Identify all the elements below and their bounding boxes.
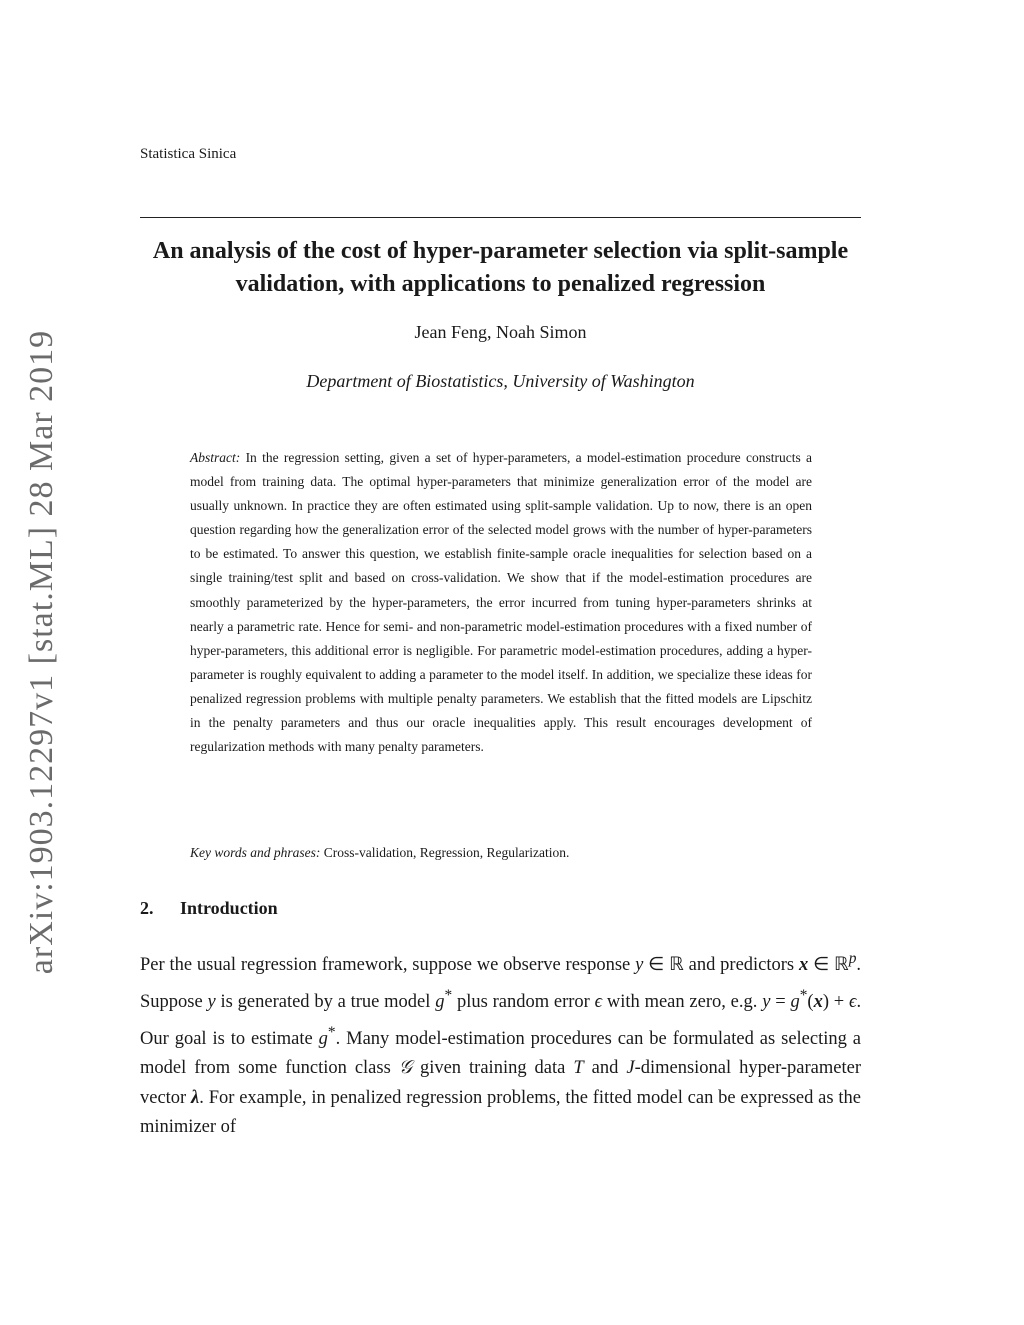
math-epsilon: ϵ <box>594 991 603 1012</box>
math-x-vector: x <box>798 955 809 976</box>
intro-text: is generated by a true model <box>220 991 431 1012</box>
intro-text: . Our goal is to estimate <box>140 991 862 1049</box>
intro-paragraph <box>140 944 861 1143</box>
math-g: g <box>790 991 800 1012</box>
intro-text: with mean zero, e.g. <box>606 991 758 1012</box>
math-t: T <box>573 1058 584 1079</box>
intro-text: . Many model-estimation procedures can be formulated as selecting a model from some function class <box>140 1028 862 1079</box>
math-paren-open: ( <box>807 991 814 1012</box>
math-lambda: λ <box>191 1087 200 1108</box>
math-x-vector: x <box>813 991 823 1012</box>
math-g: g <box>435 991 445 1012</box>
abstract <box>190 446 812 759</box>
section-title: Introduction <box>180 898 278 918</box>
math-function-class: 𝒢 <box>398 1058 412 1079</box>
math-equals: = <box>775 991 786 1012</box>
keywords-label: Key words and phrases: <box>190 845 321 860</box>
math-star: * <box>444 986 453 1004</box>
section-heading <box>140 898 278 919</box>
journal-name: Statistica Sinica <box>140 146 237 162</box>
math-p: p <box>848 950 857 967</box>
paper-authors: Jean Feng, Noah Simon <box>414 322 587 342</box>
arxiv-identifier: arXiv:1903.12297v1 [stat.ML] 28 Mar 2019 <box>23 329 60 975</box>
math-star: * <box>799 986 808 1004</box>
paper-affiliation: Department of Biostatistics, University of Washington <box>306 371 695 391</box>
paper-title: An analysis of the cost of hyper-parameter selection via split-sample validation, with applications to penalized regression <box>152 238 849 297</box>
intro-text: plus random error <box>456 991 590 1012</box>
intro-text: -dimensional hyper-parameter vector <box>140 1058 861 1108</box>
section-number: 2. <box>140 898 154 918</box>
intro-text: given training data <box>419 1058 566 1079</box>
header-rule <box>140 217 861 218</box>
math-paren-close: ) <box>822 991 829 1012</box>
abstract-text: In the regression setting, given a set of hyper-parameters, a model-estimation procedure constructs a model from training data. The optimal hyper-parameters that minimize generalization error of the model are usually unknown. In practice they are often estimated using split-sample validation. Up to now, there is an open question regarding how the generalization error of the selected model grows with the number of hyper-parameters to be estimated. To answer this question, we establish finite-sample oracle inequalities for selection based on a single training/test split and based on cross-validation. We show that if the model-estimation procedures are smoothly parameterized by the hyper-parameters, the error incurred from tuning hyper-parameters shrinks at nearly a parametric rate. Hence for semi- and non-parametric model-estimation procedures with a fixed number of hyper-parameters, this additional error is negligible. For parametric model-estimation procedures, adding a hyper-parameter is roughly equivalent to adding a parameter to the model itself. In addition, we specialize these ideas for penalized regression problems with multiple penalty parameters. We establish that the fitted models are Lipschitz in the penalty parameters and thus our oracle inequalities apply. This result encourages development of regularization methods with many penalty parameters. <box>190 450 813 755</box>
intro-text: . For example, in penalized regression problems, the fitted model can be expressed as the minimizer of <box>140 1087 861 1138</box>
math-plus: + <box>833 991 845 1012</box>
intro-text: Per the usual regression framework, suppose we observe response <box>140 955 631 976</box>
math-j: J <box>626 1058 635 1079</box>
math-g: g <box>318 1028 328 1049</box>
math-y: y <box>635 955 644 976</box>
math-star: * <box>327 1023 336 1041</box>
intro-text: ∈ ℝ <box>813 955 849 976</box>
intro-text: and <box>591 1058 619 1079</box>
math-y: y <box>207 991 216 1012</box>
abstract-label: Abstract: <box>190 450 241 465</box>
intro-text: ∈ ℝ and predictors <box>648 955 795 976</box>
keywords-text: Cross-validation, Regression, Regularization. <box>323 845 570 860</box>
math-eq-lhs: y <box>762 991 771 1012</box>
keywords <box>190 845 812 861</box>
intro-text: . Suppose <box>140 955 862 1012</box>
math-epsilon: ϵ <box>849 991 857 1012</box>
arxiv-sidebar <box>0 0 80 1325</box>
